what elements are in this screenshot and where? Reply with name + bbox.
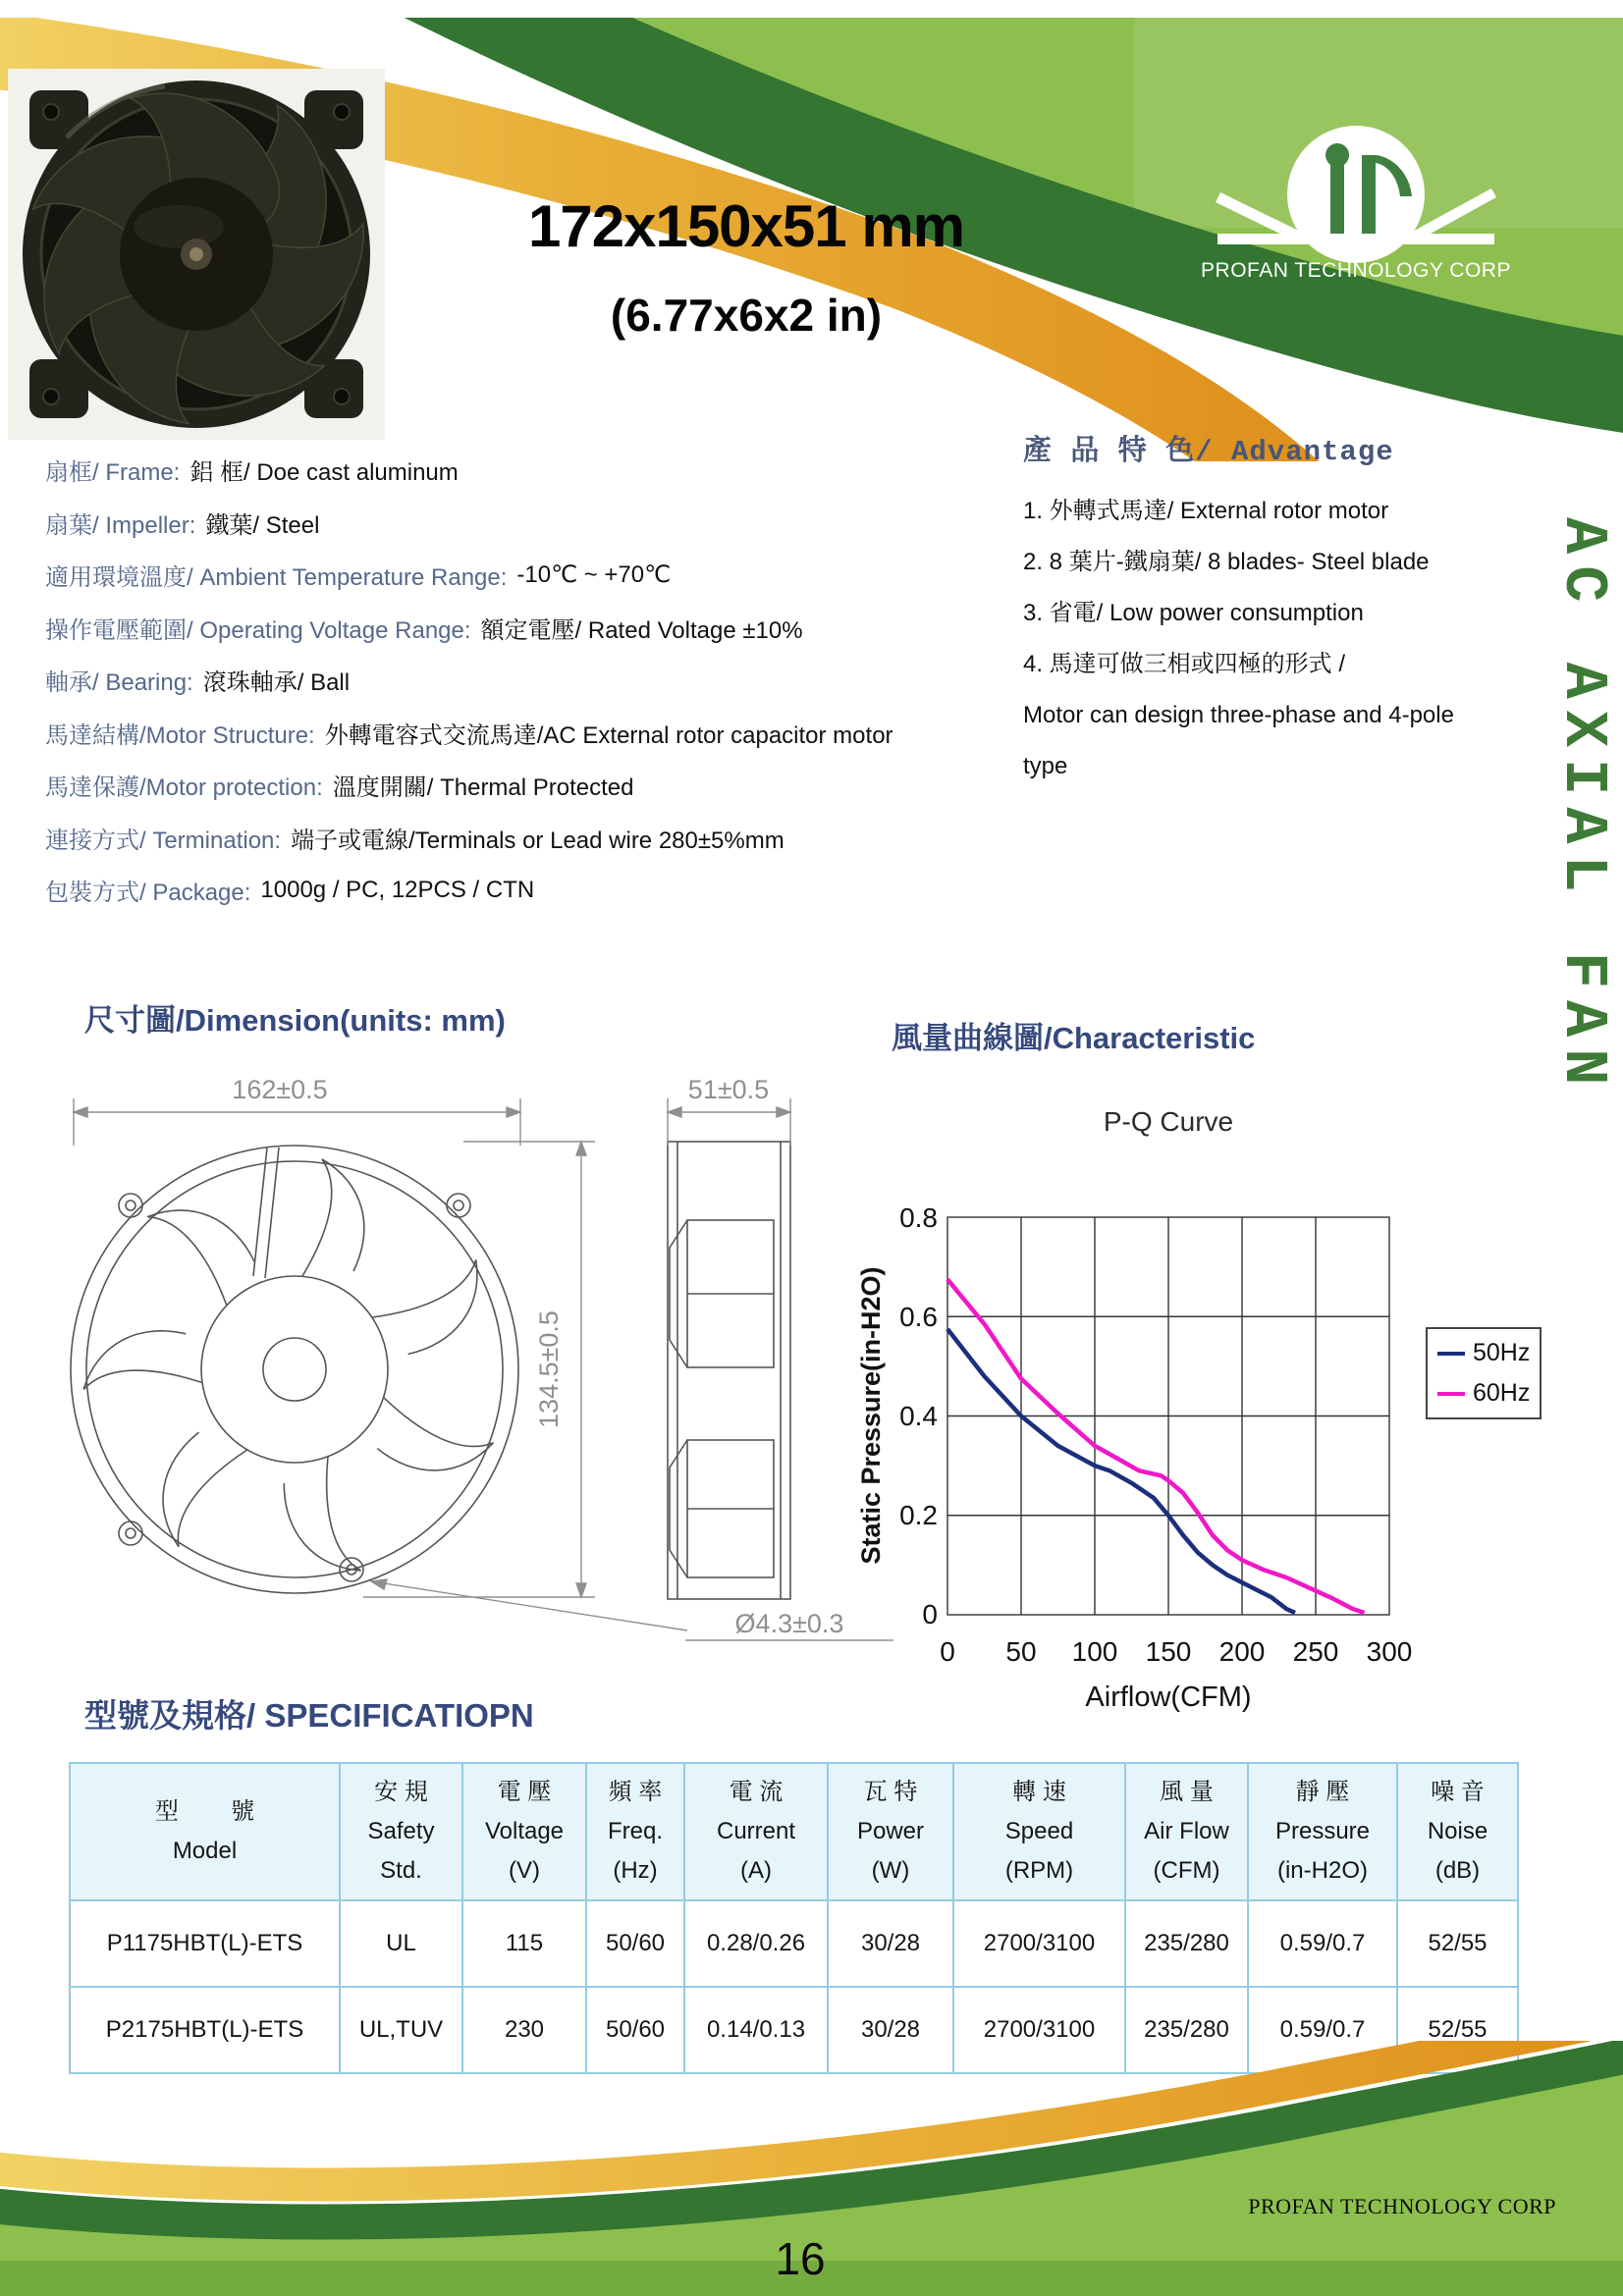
dimension-drawing — [59, 1055, 943, 1664]
svg-text:0.8: 0.8 — [899, 1202, 938, 1233]
svg-text:200: 200 — [1218, 1636, 1266, 1667]
chart-legend — [1426, 1327, 1542, 1419]
advantage-item-1: 1. 外轉式馬達/ External rotor motor — [1023, 498, 1389, 524]
svg-text:0.2: 0.2 — [899, 1500, 938, 1530]
col-noise: 噪 音 Noise (dB) — [1397, 1763, 1518, 1900]
col-power: 瓦 特 Power (W) — [828, 1763, 953, 1900]
logo-company-text: PROFAN TECHNOLOGY CORP — [1201, 259, 1511, 282]
legend-entry-50hz: 50Hz — [1437, 1339, 1540, 1367]
dim-width-label: 162±0.5 — [232, 1075, 328, 1104]
col-pressure: 靜 壓 Pressure (in-H2O) — [1248, 1763, 1397, 1900]
dim-height-label: 134.5±0.5 — [534, 1310, 564, 1428]
dim-depth-label: 51±0.5 — [687, 1075, 770, 1104]
specification-table-container — [69, 1762, 1519, 2074]
chart-title: P-Q Curve — [1103, 1106, 1234, 1137]
sidebar-vertical-label: AC AXIAL FAN — [1548, 516, 1618, 1097]
svg-text:150: 150 — [1145, 1636, 1192, 1667]
product-size-inches: (6.77x6x2 in) — [610, 290, 883, 341]
legend-entry-60hz: 60Hz — [1437, 1379, 1540, 1408]
table-header-row — [70, 1763, 1518, 1900]
svg-text:300: 300 — [1366, 1636, 1413, 1667]
specification-heading: 型號及規格/ SPECIFICATIOPN — [84, 1697, 534, 1734]
footer-company: PROFAN TECHNOLOGY CORP — [1248, 2194, 1556, 2218]
advantage-item-2: 2. 8 葉片-鐵扇葉/ 8 blades- Steel blade — [1023, 549, 1430, 575]
dimension-heading: 尺寸圖/Dimension(units: mm) — [84, 1003, 506, 1038]
advantage-heading: 產 品 特 色/ Advantage — [1023, 436, 1394, 468]
spec-line-bearing: 軸承/ Bearing: 滾珠軸承/ Ball — [45, 669, 351, 697]
chart-ylabel: Static Pressure(in-H2O) — [856, 1266, 886, 1565]
col-model: 型 號 Model — [70, 1763, 340, 1900]
svg-text:0: 0 — [922, 1599, 938, 1629]
characteristic-heading: 風量曲線圖/Characteristic — [892, 1021, 1256, 1055]
spec-line-motor-protection: 馬達保護/Motor protection: 溫度開關/ Thermal Protected — [45, 774, 634, 802]
chart-xlabel: Airflow(CFM) — [1085, 1682, 1252, 1713]
advantage-section — [1023, 428, 1526, 792]
footer-graphic — [0, 2041, 1623, 2296]
svg-text:50: 50 — [1005, 1636, 1037, 1667]
spec-line-package: 包裝方式/ Package: 1000g / PC, 12PCS / CTN — [45, 876, 535, 907]
legend-swatch-50hz — [1437, 1352, 1465, 1356]
col-speed: 轉 速 Speed (RPM) — [953, 1763, 1125, 1900]
dim-hole-label: Ø4.3±0.3 — [734, 1609, 844, 1638]
col-voltage: 電 壓 Voltage (V) — [462, 1763, 586, 1900]
page-number: 16 — [775, 2233, 826, 2284]
advantage-item-4-cont2: type — [1023, 753, 1068, 779]
table-row: P2175HBT(L)-ETS UL,TUV 230 50/60 0.14/0.13 30/28 2700/3100 235/280 0.59/0.7 52/55 — [70, 1987, 1518, 2073]
specification-table — [69, 1762, 1519, 2074]
spec-line-frame: 扇框/ Frame: 鋁 框/ Doe cast aluminum — [45, 459, 459, 487]
legend-swatch-60hz — [1437, 1392, 1465, 1396]
spec-line-voltage-range: 操作電壓範圍/ Operating Voltage Range: 額定電壓/ Rated Voltage ±10% — [45, 616, 803, 644]
product-size-title: 172x150x51 mm — [527, 193, 965, 259]
advantage-item-3: 3. 省電/ Low power consumption — [1023, 600, 1364, 626]
spec-list — [45, 444, 1037, 917]
spec-line-impeller: 扇葉/ Impeller: 鐵葉/ Steel — [45, 511, 320, 539]
svg-text:0: 0 — [940, 1636, 955, 1667]
spec-line-motor-structure: 馬達結構/Motor Structure: 外轉電容式交流馬達/AC External rotor capacitor motor — [45, 721, 893, 749]
spec-line-temperature: 適用環境溫度/ Ambient Temperature Range: -10℃ ~ +70℃ — [45, 561, 672, 592]
fan-photo — [8, 69, 385, 440]
svg-text:0.4: 0.4 — [899, 1401, 938, 1431]
col-freq: 頻 率 Freq. (Hz) — [586, 1763, 684, 1900]
col-safety: 安 規 Safety Std. — [340, 1763, 462, 1900]
spec-line-termination: 連接方式/ Termination: 端子或電線/Terminals or Lead wire 280±5%mm — [45, 827, 784, 854]
svg-text:250: 250 — [1292, 1636, 1339, 1667]
table-row: P1175HBT(L)-ETS UL 115 50/60 0.28/0.26 30/28 2700/3100 235/280 0.59/0.7 52/55 — [70, 1900, 1518, 1987]
col-airflow: 風 量 Air Flow (CFM) — [1125, 1763, 1248, 1900]
svg-text:0.6: 0.6 — [899, 1302, 938, 1332]
advantage-item-4-cont: Motor can design three-phase and 4-pole — [1023, 702, 1454, 728]
col-current: 電 流 Current (A) — [684, 1763, 828, 1900]
svg-text:100: 100 — [1071, 1636, 1118, 1667]
advantage-item-4: 4. 馬達可做三相或四極的形式 / — [1023, 651, 1346, 677]
